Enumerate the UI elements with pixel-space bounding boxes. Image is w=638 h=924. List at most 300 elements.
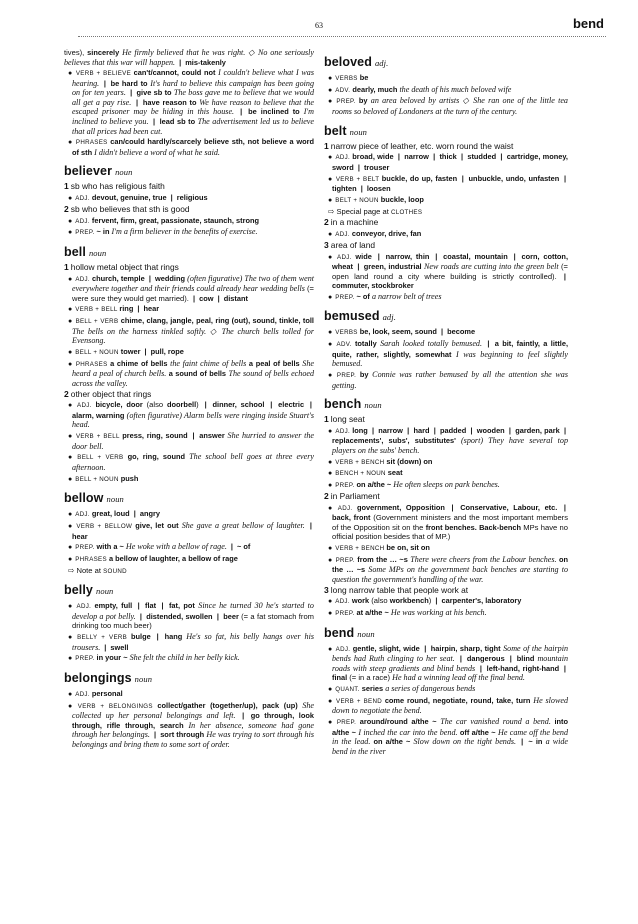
grammar-category: SOUND	[103, 567, 127, 575]
example-text: She heard a peal of church bells.	[72, 358, 314, 379]
example-text: He woke with a bellow of rage.	[125, 542, 229, 552]
sense-definition: hollow metal object that rings	[70, 261, 179, 272]
gloss-text: (= a fat stomach from drinking too much beer)	[72, 611, 314, 631]
part-of-speech: noun	[349, 126, 368, 137]
separator: |	[479, 663, 482, 673]
separator: |	[270, 400, 273, 410]
separator: |	[153, 117, 156, 127]
collocation: fat, pot	[165, 601, 199, 611]
separator: |	[139, 611, 142, 621]
collocation-line	[64, 316, 314, 346]
separator: |	[161, 601, 164, 611]
bullet-icon: ●	[68, 360, 73, 368]
separator: |	[563, 173, 567, 183]
collocation: by	[358, 96, 371, 106]
bullet-icon: ●	[328, 458, 333, 466]
collocation-line	[324, 555, 568, 585]
collocation: narrow, thin	[381, 251, 434, 261]
collocation: wooden	[474, 425, 507, 435]
bullet-icon: ●	[68, 402, 75, 410]
collocation-line	[324, 96, 568, 116]
collocation: sort through	[158, 730, 207, 740]
example-text: In her absence, someone had gone through her belongings.	[72, 720, 314, 740]
bullet-icon: ●	[328, 718, 334, 726]
headword-text: bellow	[64, 491, 104, 506]
bullet-icon: ●	[68, 229, 73, 237]
dictionary-entry	[64, 491, 314, 576]
collocation-line	[324, 696, 568, 716]
collocation: gentle, slight, wide	[352, 643, 423, 653]
bullet-icon: ●	[328, 645, 333, 653]
grammar-category: ADJ.	[337, 253, 356, 261]
sense-number: 3	[324, 584, 329, 595]
separator: |	[156, 632, 159, 642]
collocation-line	[324, 480, 568, 491]
separator: |	[193, 293, 196, 303]
collocation: loosen	[364, 184, 391, 194]
grammar-category: PHRASES	[75, 139, 111, 147]
headword-text: believer	[64, 164, 113, 179]
collocation: cow	[197, 293, 216, 303]
separator: |	[230, 542, 233, 552]
headword	[64, 245, 314, 260]
bullet-icon: ●	[68, 702, 75, 710]
collocation: a bellow of laughter, a bellow of rage	[108, 553, 238, 563]
example-text: He came off the bend in the lead.	[332, 727, 568, 747]
gloss-text: tives),	[64, 48, 88, 57]
separator: |	[509, 654, 512, 664]
separator: |	[433, 425, 436, 435]
example-text: The school bell goes at three every afternoon.	[72, 452, 314, 472]
grammar-category: QUANT.	[335, 685, 362, 693]
gloss-text: (also	[371, 596, 390, 606]
collocation: from the … ~s	[357, 554, 411, 564]
bullet-icon: ●	[68, 306, 73, 314]
collocation: thick	[437, 152, 459, 162]
bullet-icon: ●	[68, 275, 73, 283]
grammar-category: VERB + BEND	[336, 697, 385, 705]
separator: |	[137, 304, 140, 314]
collocation-line	[324, 207, 568, 218]
collocation: swell	[108, 642, 129, 652]
separator: |	[451, 502, 454, 512]
bullet-icon: ●	[68, 655, 73, 663]
headword-text: beloved	[324, 55, 372, 69]
separator: |	[433, 152, 436, 162]
part-of-speech: noun	[357, 628, 375, 639]
collocation: replacements', subs', substitutes'	[332, 436, 461, 446]
collocation: ~ of	[356, 291, 372, 301]
example-text: It's hard to believe this campaign has been going on for ten years.	[72, 78, 314, 98]
example-text: I couldn't believe what I was hearing.	[72, 68, 314, 88]
collocation: go, ring, sound	[127, 452, 190, 462]
header-rule	[78, 36, 606, 37]
collocation-line	[64, 137, 314, 157]
gloss-text: (Government ministers and the most important members of the Opposition sit on the	[332, 513, 568, 532]
separator: |	[435, 596, 438, 606]
example-text: She gave a great bellow of laughter.	[181, 520, 308, 530]
gloss-text: MPs have no official position besides that of MP.)	[332, 522, 568, 542]
separator: |	[459, 654, 462, 664]
separator: |	[240, 107, 243, 117]
bullet-icon: ●	[68, 70, 73, 78]
grammar-category: VERB + BENCH	[335, 544, 387, 552]
example-text: He firmly believed that he was right. ◇ No one seriously believes that this war will happen.	[64, 48, 314, 67]
bullet-icon: ●	[328, 75, 333, 82]
headword-text: bell	[64, 244, 86, 259]
collocation-line	[64, 701, 314, 750]
sense-heading	[64, 263, 314, 273]
collocation: electric	[274, 400, 308, 410]
bullet-icon: ●	[68, 433, 73, 441]
separator: |	[377, 251, 380, 261]
grammar-category: PHRASES	[75, 360, 111, 368]
collocation: flat	[141, 601, 160, 611]
continuation-text	[64, 48, 314, 67]
collocation: lead sb to	[157, 117, 198, 127]
example-text: Some of the hairpin bends had Ruth clinging to her seat.	[332, 643, 569, 664]
separator: |	[461, 152, 464, 162]
collocation-line	[64, 542, 314, 553]
grammar-category: ADJ.	[335, 154, 353, 162]
collocation: unbuckle, undo, unfasten	[465, 173, 562, 183]
separator: |	[133, 509, 136, 519]
sense-number: 2	[64, 388, 69, 399]
collocation: cartridge, money, sword	[332, 152, 568, 172]
collocation: dearly, much	[352, 84, 400, 94]
sense-definition: long seat	[330, 414, 365, 425]
collocation: have reason to	[140, 97, 200, 107]
grammar-category: PHRASES	[75, 555, 109, 563]
collocation-line	[64, 474, 314, 485]
sense-definition: other object that rings	[70, 388, 152, 399]
collocation: a sound of bells	[168, 369, 229, 379]
grammar-category: BELL + NOUN	[75, 349, 121, 356]
bullet-icon: ●	[328, 427, 333, 435]
page-number: 63	[315, 21, 323, 30]
collocation: answer	[196, 431, 228, 441]
separator: |	[372, 425, 375, 435]
collocation: buckle, loop	[380, 194, 424, 204]
bullet-icon: ●	[328, 610, 333, 618]
collocation: great, loud	[91, 509, 132, 519]
grammar-category: VERBS	[335, 329, 360, 337]
separator: |	[192, 431, 195, 441]
cross-reference: ⇨ Special page at	[328, 206, 391, 216]
bullet-icon: ●	[68, 454, 75, 462]
collocation-line	[324, 327, 568, 338]
grammar-category: ADJ.	[75, 195, 92, 203]
collocation-line	[324, 468, 568, 479]
grammar-category: PREP.	[75, 544, 97, 552]
example-text: He often sleeps on park benches.	[393, 480, 500, 490]
collocation: go through, look through, rifle through, search	[72, 711, 314, 730]
example-text: The advertisement led us to believe that all prices had been cut.	[72, 117, 314, 136]
collocation: be	[359, 73, 369, 82]
separator: |	[144, 347, 147, 356]
headword	[324, 124, 568, 139]
collocation-line	[324, 73, 568, 84]
collocation: push	[120, 473, 139, 483]
headword	[324, 397, 568, 412]
grammar-category: PREP.	[336, 98, 359, 106]
separator: |	[242, 711, 245, 721]
collocation: bulge	[130, 632, 155, 642]
bullet-icon: ●	[328, 685, 333, 693]
sense-definition: in a machine	[330, 217, 379, 228]
part-of-speech: noun	[115, 167, 133, 178]
sense-number: 1	[64, 261, 69, 272]
bullet-icon: ●	[328, 231, 333, 239]
collocation: final	[332, 673, 350, 683]
collocation: series	[361, 683, 386, 693]
running-head: bend	[572, 16, 604, 31]
gloss-text: )	[196, 400, 203, 410]
separator: |	[513, 251, 516, 261]
grammar-category: PREP.	[335, 482, 357, 490]
bullet-icon: ●	[328, 293, 333, 301]
collocation: work	[351, 596, 372, 606]
part-of-speech: adj.	[382, 312, 396, 323]
separator: |	[563, 271, 566, 281]
example-text: I was beginning to feel slightly bemused.	[332, 349, 569, 369]
separator: |	[204, 400, 207, 410]
collocation-line	[324, 370, 568, 390]
separator: |	[216, 611, 219, 621]
collocation-line	[324, 339, 568, 369]
sense-number: 2	[64, 203, 69, 214]
grammar-category: ADJ.	[75, 275, 93, 283]
example-text: She felt the child in her belly kick.	[129, 653, 240, 663]
collocation: empty, full	[94, 601, 136, 611]
bullet-icon: ●	[68, 511, 73, 519]
headword	[64, 671, 314, 686]
grammar-category: ADV.	[335, 86, 353, 94]
collocation: a chime of bells	[110, 358, 171, 368]
headword	[64, 164, 314, 179]
example-text: The car vanished round a bend.	[440, 716, 555, 726]
grammar-category: VERB + BELL	[75, 433, 123, 441]
collocation-line	[324, 717, 568, 756]
collocation-line	[324, 174, 568, 194]
dictionary-entry	[64, 583, 314, 664]
collocation-line	[324, 457, 568, 468]
example-text: Slow down on the tight bends.	[413, 737, 520, 747]
sense-heading	[324, 142, 568, 152]
headword-text: bemused	[324, 309, 380, 324]
part-of-speech: adj.	[374, 58, 389, 68]
grammar-category: ADJ.	[335, 231, 352, 239]
collocation: distant	[221, 293, 248, 303]
example-text: (sport) They have several top players on the subs' bench.	[332, 436, 568, 455]
collocation: conveyor, drive, fan	[351, 229, 422, 239]
collocation-line	[64, 216, 314, 227]
gloss-text: (= were sure they would get married).	[72, 284, 314, 303]
part-of-speech: noun	[134, 673, 153, 684]
collocation-line	[324, 152, 568, 172]
collocation: sincerely	[87, 48, 123, 57]
separator: |	[309, 520, 312, 530]
collocation: front benches. Back-bench	[425, 522, 524, 532]
collocation-line	[324, 292, 568, 303]
collocation: Conservative, Labour, etc.	[455, 502, 562, 512]
grammar-category: VERB + BELT	[335, 175, 382, 183]
collocation: give sb to	[134, 88, 174, 98]
bullet-icon: ●	[328, 504, 335, 512]
collocation-line	[64, 554, 314, 565]
collocation: ~ in	[96, 227, 112, 237]
grammar-category: BENCH + NOUN	[335, 470, 388, 478]
collocation: dinner, school	[208, 400, 269, 410]
sense-number: 2	[324, 490, 329, 501]
dictionary-entry	[324, 309, 568, 390]
separator: |	[309, 400, 312, 410]
bullet-icon: ●	[328, 372, 334, 380]
headword-text: bench	[324, 397, 362, 412]
collocation: collect/gather (together/up), pack (up)	[157, 700, 303, 710]
dictionary-entry	[324, 626, 568, 757]
separator: |	[563, 425, 567, 435]
collocation: hairpin, sharp, tight	[428, 643, 504, 653]
collocation-line	[64, 653, 314, 664]
sense-heading	[324, 241, 568, 251]
bullet-icon: ●	[328, 470, 333, 478]
collocation: on the … ~s	[332, 554, 568, 575]
example-text: She hurried to answer the door bell.	[72, 431, 314, 451]
bullet-icon: ●	[68, 318, 73, 326]
bullet-icon: ●	[68, 603, 74, 611]
grammar-category: PREP.	[335, 610, 357, 618]
grammar-category: VERB + BENCH	[335, 458, 387, 466]
collocation-line	[324, 503, 568, 542]
collocation: ~ of	[234, 542, 251, 552]
collocation: workbench	[389, 596, 429, 606]
collocation: on a/the ~	[373, 737, 414, 747]
collocation: be, look, seem, sound	[359, 327, 439, 337]
separator: |	[563, 502, 566, 512]
bullet-icon: ●	[68, 217, 73, 225]
collocation: wedding	[152, 273, 188, 283]
collocation: chime, clang, jangle, peal, ring (out), sound, tinkle, toll	[120, 316, 314, 326]
example-text: I'm a firm believer in the benefits of exercise.	[111, 227, 258, 237]
separator: |	[360, 184, 363, 194]
collocation: narrow	[401, 152, 432, 162]
bullet-icon: ●	[68, 690, 73, 698]
collocation: green, industrial	[361, 262, 424, 272]
collocation: distended, swollen	[143, 611, 215, 621]
example-text: an area beloved by artists ◇ She ran one of the little tea rooms so beloved of Londoners at the turn of the century.	[332, 96, 568, 117]
collocation: hear	[141, 304, 160, 314]
grammar-category: ADJ.	[335, 645, 353, 653]
collocation: hear	[72, 531, 88, 541]
headword-text: belly	[64, 583, 93, 598]
collocation-line	[64, 347, 314, 358]
collocation: be on, sit on	[386, 542, 430, 552]
collocation-line	[64, 431, 314, 451]
bullet-icon: ●	[68, 555, 73, 563]
collocation-line	[64, 601, 314, 631]
collocation: beer	[220, 611, 242, 621]
collocation-line	[64, 566, 314, 577]
grammar-category: ADJ.	[75, 217, 92, 225]
collocation-line	[324, 684, 568, 695]
grammar-category: BELL + VERB	[75, 318, 121, 326]
collocation: left-hand, right-hand	[483, 663, 562, 673]
collocation-line	[64, 400, 314, 430]
collocation: a peal of bells	[248, 358, 303, 368]
dictionary-entry	[64, 164, 314, 237]
separator: |	[397, 152, 400, 162]
sense-heading	[324, 415, 568, 425]
collocation: at a/the ~	[356, 608, 391, 618]
sense-definition: sb who believes that sth is good	[70, 203, 190, 214]
grammar-category: ADJ.	[335, 598, 352, 606]
example-text: We have reason to believe that the escaped prisoner may be hiding in this house.	[72, 97, 314, 117]
collocation: tighten	[332, 184, 359, 194]
separator: |	[357, 162, 360, 172]
separator: |	[153, 730, 157, 740]
collocation-line	[324, 644, 568, 683]
collocation: a bit, faintly, a little, quite, rather, slightly, somewhat	[332, 339, 569, 359]
example-text: Connie was rather bemused by all the attention she was getting.	[332, 370, 568, 390]
collocation: buckle, do up, fasten	[381, 173, 460, 183]
bullet-icon: ●	[328, 175, 333, 183]
collocation: fervent, firm, great, passionate, staunch, strong	[91, 215, 260, 225]
grammar-category: VERB + BELLOW	[76, 522, 136, 530]
part-of-speech: noun	[96, 586, 114, 597]
grammar-category: ADJ.	[76, 603, 95, 611]
separator: |	[217, 293, 220, 303]
example-text: She collected up her personal belongings and left.	[72, 700, 315, 721]
collocation-line	[64, 274, 314, 304]
sense-definition: long narrow table that people work at	[330, 584, 469, 595]
bullet-icon: ●	[68, 475, 73, 483]
collocation-line	[64, 509, 314, 520]
grammar-category: ADJ.	[75, 511, 92, 519]
dictionary-entry	[64, 671, 314, 749]
collocation: garden, park	[512, 425, 562, 435]
collocation: give, let out	[135, 520, 182, 530]
collocation: long	[352, 425, 370, 435]
sense-number: 1	[324, 414, 329, 425]
cross-reference: ⇨ Note at	[68, 565, 104, 575]
bullet-icon: ●	[68, 349, 73, 356]
bullet-icon: ●	[328, 341, 334, 349]
collocation: studded	[465, 152, 499, 162]
collocation-line	[324, 229, 568, 240]
collocation: coastal, mountain	[439, 251, 512, 261]
sense-number: 3	[324, 239, 329, 250]
collocation: seat	[387, 468, 403, 478]
separator: |	[137, 601, 140, 611]
collocation: around/round a/the ~	[359, 716, 441, 726]
bullet-icon: ●	[328, 482, 333, 490]
bullet-icon: ●	[68, 522, 74, 530]
gloss-text: (= open land round a city where building is strictly controlled).	[332, 262, 568, 281]
collocation-line	[64, 452, 314, 472]
headword-text: bend	[324, 625, 355, 640]
collocation-line	[324, 596, 568, 607]
collocation: ~ in	[525, 737, 546, 747]
grammar-category: BELT + NOUN	[335, 196, 381, 204]
grammar-category: PREP.	[335, 556, 358, 564]
collocation-line	[324, 195, 568, 206]
collocation: church, temple	[92, 273, 147, 283]
collocation: back, front	[332, 513, 374, 523]
collocation-line	[324, 85, 568, 96]
dictionary-entry	[64, 245, 314, 484]
sense-heading	[64, 205, 314, 215]
